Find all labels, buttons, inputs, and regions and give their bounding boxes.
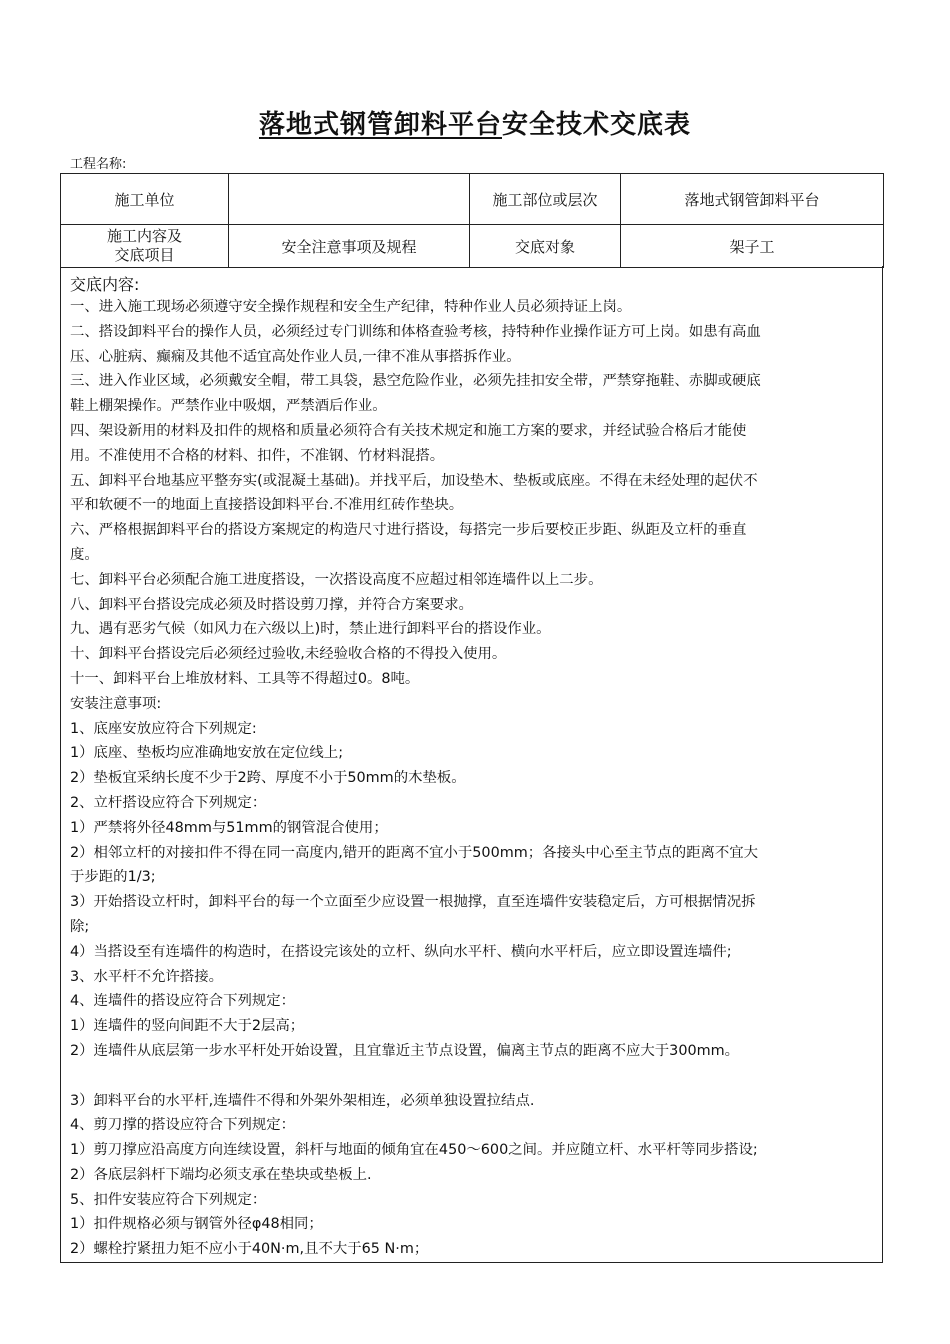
content-line: 4、连墙件的搭设应符合下列规定： [70,993,296,1010]
content-line: 二、搭设卸料平台的操作人员，必须经过专门训练和体格查验考核，持特种作业操作证方可上岗。如患有高血 [70,323,761,340]
content-line: 3、水平杆不允许搭接。 [70,968,224,985]
content-line: 平和软硬不一的地面上直接搭设卸料平台.不准用红砖作垫块。 [70,497,464,514]
disclosure-content-box [60,266,883,1263]
content-line: 4）当搭设至有连墙件的构造时，在搭设完该处的立杆、纵向水平杆、横向水平杆后，应立即设置连墙件; [70,943,732,960]
content-line: 度。 [70,546,99,563]
content-line: 1）连墙件的竖向间距不大于2层高； [70,1018,305,1035]
content-line: 鞋上棚架操作。严禁作业中吸烟，严禁酒后作业。 [70,398,387,415]
content-line: 十一、卸料平台上堆放材料、工具等不得超过0。8吨。 [70,670,420,687]
content-heading: 交底内容: [70,275,140,294]
content-line: 5、扣件安装应符合下列规定： [70,1191,267,1208]
content-line: 2）垫板宜采纳长度不少于2跨、厚度不小于50mm的木垫板。 [70,770,466,787]
content-line: 2、立杆搭设应符合下列规定： [70,794,267,811]
content-label-line-2: 交底项目 [114,246,175,264]
content-line: 一、进入施工现场必须遵守安全操作规程和安全生产纪律，特种作业人员必须持证上岗。 [70,299,632,315]
content-line: 2）各底层斜杆下端均必须支承在垫块或垫板上. [70,1166,372,1183]
content-line: 于步距的1/3; [70,869,156,886]
unit-value [229,174,470,225]
content-lines [70,295,878,1262]
location-value: 落地式钢管卸料平台 [621,174,884,225]
location-label: 施工部位或层次 [470,174,621,225]
content-line: 3）卸料平台的水平杆,连墙件不得和外架外架相连，必须单独设置拉结点. [70,1092,535,1109]
content-line: 1）扣件规格必须与钢管外径φ48相同； [70,1216,323,1233]
content-line: 2）相邻立杆的对接扣件不得在同一高度内,错开的距离不宜小于500mm；各接头中心至主节点的距离不宜大 [70,844,759,861]
content-line: 1）底座、垫板均应准确地安放在定位线上; [70,745,344,762]
title-rest: 安全技术交底表 [502,110,692,140]
content-line: 4、剪刀撑的搭设应符合下列规定： [70,1117,296,1134]
target-label: 交底对象 [470,225,621,268]
content-line: 八、卸料平台搭设完成必须及时搭设剪刀撑，并符合方案要求。 [70,596,473,613]
target-value: 架子工 [621,225,884,268]
content-line: 五、卸料平台地基应平整夯实(或混凝土基础)。并找平后，加设垫木、垫板或底座。不得在未经处理的起伏不 [70,472,758,489]
content-line: 2）螺栓拧紧扭力矩不应小于40N·m,且不大于65 N·m； [70,1241,429,1258]
header-row-2 [61,225,884,268]
content-line: 2）连墙件从底层第一步水平杆处开始设置，且宜靠近主节点设置，偏离主节点的距离不应大于300mm。 [70,1042,740,1059]
content-line: 安装注意事项: [70,695,162,712]
unit-label: 施工单位 [61,174,229,225]
header-row-1 [61,174,884,225]
content-line: 六、严格根据卸料平台的搭设方案规定的构造尺寸进行搭设，每搭完一步后要校正步距、纵距及立杆的垂直 [70,522,747,539]
project-name-label: 工程名称: [70,157,127,172]
content-value: 安全注意事项及规程 [229,225,470,268]
content-line [70,1064,878,1089]
content-line: 用。不准使用不合格的材料、扣件，不准钢、竹材料混搭。 [70,447,445,464]
content-line: 1、底座安放应符合下列规定: [70,720,257,737]
content-line: 四、架设新用的材料及扣件的规格和质量必须符合有关技术规定和施工方案的要求，并经试验合格后才能使 [70,422,747,439]
content-line: 九、遇有恶劣气候（如风力在六级以上)时，禁止进行卸料平台的搭设作业。 [70,621,551,638]
content-line: 十、卸料平台搭设完后必须经过验收,未经验收合格的不得投入使用。 [70,646,507,663]
content-line: 3）开始搭设立杆时，卸料平台的每一个立面至少应设置一根抛撑，直至连墙件安装稳定后，方可根据情况拆 [70,894,756,911]
content-line: 1）剪刀撑应沿高度方向连续设置，斜杆与地面的倾角宜在450～600之间。并应随立杆、水平杆等同步搭设; [70,1142,758,1159]
content-line: 三、进入作业区域，必须戴安全帽，带工具袋，悬空危险作业，必须先挂扣安全带，严禁穿拖鞋、赤脚或硬底 [70,373,761,390]
content-line: 除; [70,918,90,935]
content-line: 七、卸料平台必须配合施工进度搭设，一次搭设高度不应超过相邻连墙件以上二步。 [70,571,603,588]
document-title [0,104,950,141]
content-label [61,225,229,268]
content-line: 压、心脏病、癫痫及其他不适宜高处作业人员,一律不准从事搭拆作业。 [70,348,521,365]
header-table [60,173,884,268]
content-label-line-1: 施工内容及 [106,227,182,245]
content-line: 1）严禁将外径48mm与51mm的钢管混合使用； [70,819,388,836]
title-underlined: 落地式钢管卸料平台 [258,110,502,140]
